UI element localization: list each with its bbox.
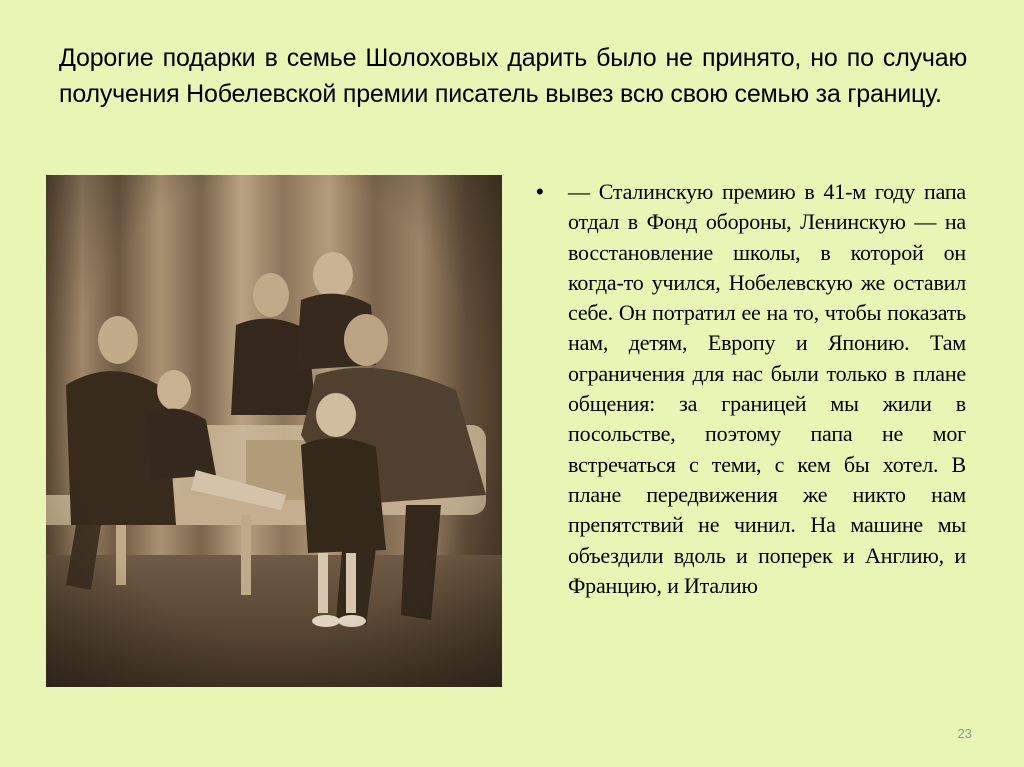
bullet-list bbox=[536, 177, 966, 601]
slide-heading: Дорогие подарки в семье Шолоховых дарить было не принято, но по случаю получения Нобелевской премии писатель вывез всю свою семью за границу. bbox=[59, 44, 967, 108]
family-photo bbox=[46, 175, 502, 687]
bullet-item bbox=[536, 177, 966, 601]
bullet-marker: • bbox=[536, 179, 544, 204]
bullet-text: — Сталинскую премию в 41-м году папа отдал в Фонд обороны, Ленинскую — на восстановление школы, в которой он когда-то учился, Нобелевскую же оставил себе. Он потратил ее на то, чтобы показать нам, детям, Европу и Японию. Там ограничения для нас были только в плане общения: за границей мы жили в посольстве, поэтому папа не мог встречаться с теми, с кем бы хотел. В плане передвижения же никто нам препятствий не чинил. На машине мы объездили вдоль и поперек и Англию, и Францию, и Италию bbox=[568, 179, 966, 598]
page-number: 23 bbox=[957, 726, 972, 741]
